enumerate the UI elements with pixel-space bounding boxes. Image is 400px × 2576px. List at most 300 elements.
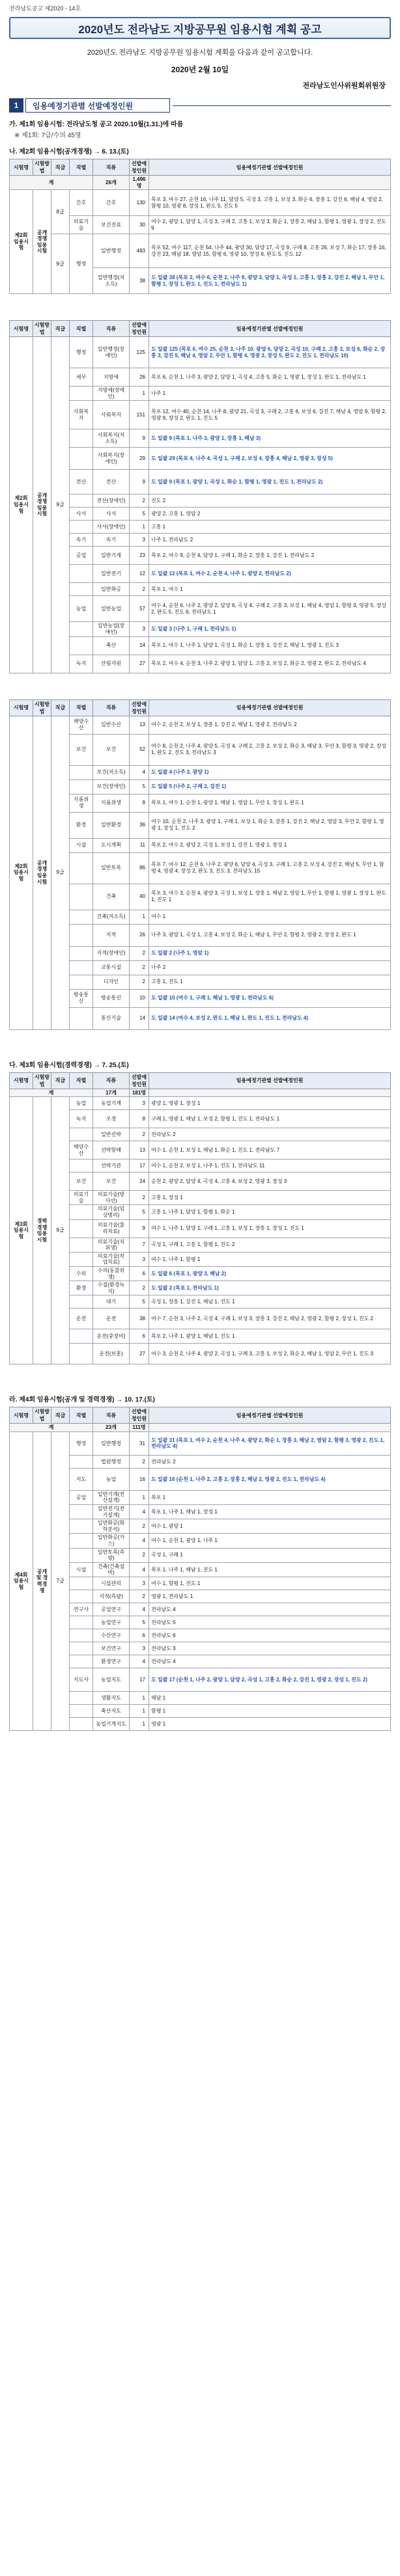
grade-cell: 9급 (51, 337, 70, 673)
count-cell: 151 (130, 401, 149, 429)
type-cell: 도시계획 (93, 838, 130, 852)
type-cell: 산림자원 (93, 655, 130, 673)
series-cell (70, 765, 93, 780)
series-cell (70, 780, 93, 794)
subsection-ga-note: ※ 제1회: 7급/수의 45명 (14, 132, 81, 139)
type-cell: 농업연구 (93, 1616, 130, 1629)
detail-cell: 도 일괄 125 (목포 6, 여수 25, 순천 3, 나주 10, 광양 6, 담양 2, 곡성 10, 구례 2, 고흥 3, 보성 6, 화순 2, 장흥 3, 강진 5, 해남 4, 영암 2, 무안 1, 함평 4, 영광 3, 장성 5, 완도 2, 진도 1, 전라남도 10) (149, 337, 391, 368)
detail-cell: 목포 6, 순천 1, 나주 3, 광양 2, 담양 1, 곡성 4, 고흥 5, 화순 1, 영광 1, 장성 1, 완도 1, 전라남도 1 (149, 368, 391, 386)
col-type: 직류 (93, 699, 130, 716)
series-cell (70, 1642, 93, 1655)
count-cell: 3 (130, 1252, 149, 1266)
total-detail (149, 176, 391, 190)
col-count: 선발예정인원 (130, 1407, 149, 1424)
col-method: 시험방법 (33, 1072, 51, 1089)
series-cell (70, 429, 93, 448)
detail-cell: 도 일괄 38 (목포 2, 여수 6, 순천 2, 나주 9, 광양 3, 담양 1, 곡성 1, 고흥 1, 장흥 2, 강진 2, 해남 1, 무안 1, 함평 1, 장성 1, 완도 1, 진도 1, 전라남도 1) (149, 268, 391, 294)
series-cell: 해양수산 (70, 1141, 93, 1159)
recruit-table-4 (9, 1072, 391, 1365)
type-cell: 선박기관 (93, 1159, 130, 1173)
count-cell: 26 (130, 924, 149, 946)
count-cell: 17 (130, 1159, 149, 1173)
series-cell (70, 975, 93, 989)
count-cell: 3 (130, 622, 149, 636)
detail-cell: 도 일괄 9 (목포 1, 광양 1, 곡성 1, 화순 1, 함평 1, 영광 1, 진도 1, 전라남도 2) (149, 470, 391, 495)
type-cell: 지적(장애인) (93, 946, 130, 960)
count-cell: 36 (130, 812, 149, 838)
detail-cell: 전라남도 5 (149, 1616, 391, 1629)
type-cell: 사회복지(저소득) (93, 429, 130, 448)
type-cell: 지방세(장애인) (93, 386, 130, 401)
type-cell: 일반수산 (93, 716, 130, 734)
count-cell: 2 (130, 1191, 149, 1205)
series-cell (70, 1705, 93, 1718)
count-cell: 27 (130, 655, 149, 673)
grade-cell: 9급 (51, 234, 70, 294)
detail-cell: 전라남도 2 (149, 1455, 391, 1468)
series-cell (70, 1344, 93, 1364)
detail-cell: 곡성 1, 장흥 1, 강진 1, 해남 1, 진도 1 (149, 1295, 391, 1308)
series-cell (70, 1692, 93, 1705)
count-cell: 1 (130, 1490, 149, 1504)
type-cell: 전산(장애인) (93, 495, 130, 508)
count-cell: 14 (130, 1007, 149, 1029)
table-row (10, 234, 391, 268)
detail-cell: 목포 1 (149, 1490, 391, 1504)
spacer (0, 673, 400, 697)
col-count: 선발예정인원 (130, 321, 149, 337)
type-cell: 대기 (93, 1295, 130, 1308)
col-exam: 시험명 (10, 699, 33, 716)
count-cell: 4 (130, 765, 149, 780)
table-row (10, 1097, 391, 1110)
type-cell: 농업기계지도 (93, 1718, 130, 1731)
count-cell: 38 (130, 1308, 149, 1329)
detail-cell: 광양 1, 영광 1, 장성 1 (149, 1097, 391, 1110)
type-cell: 일반행정(장애인) (93, 337, 130, 368)
col-detail: 임용예정기관별 선발예정인원 (149, 321, 391, 337)
type-cell: 의료기술(작업치료) (93, 1252, 130, 1266)
series-cell: 연구사 (70, 1603, 93, 1616)
exam-method: 공개경쟁임용시험 (33, 716, 51, 1029)
series-cell: 보건 (70, 734, 93, 765)
detail-cell: 목포 3, 여수 27, 순천 16, 나주 11, 담양 5, 곡성 3, 고흥 1, 보성 3, 화순 6, 장흥 1, 강진 6, 해남 4, 영암 2, 함평 10, 영광 8, 장성 1, 완도 5, 진도 5 (149, 190, 391, 216)
detail-cell: 도 일괄 16 (순천 1, 나주 2, 고흥 2, 장흥 2, 해남 2, 영광 2, 진도 1, 전라남도 4) (149, 1468, 391, 1490)
col-grade: 직급 (51, 1407, 70, 1424)
col-type: 직류 (93, 159, 130, 176)
col-exam: 시험명 (10, 321, 33, 337)
series-cell: 행정 (70, 234, 93, 294)
detail-cell: 여수 1, 순천 2, 보성 1, 나주 1, 진도 1, 전라남도 11 (149, 1159, 391, 1173)
col-type: 직류 (93, 321, 130, 337)
detail-cell: 도 일괄 14 (여수 4, 보성 2, 완도 1, 해남 1, 완도 1, 진도 1, 전라남도 4) (149, 1007, 391, 1029)
detail-cell: 목포 1, 나주 1, 해남 1, 장성 1 (149, 1505, 391, 1519)
series-cell (70, 1159, 93, 1173)
detail-cell: 여수 2, 순천 2, 보성 1, 장흥 1, 강진 2, 해남 1, 영광 2, 전라남도 2 (149, 716, 391, 734)
detail-cell: 여수 1, 광양 1 (149, 1519, 391, 1534)
exam-method: 경력경쟁임용시험 (33, 1097, 51, 1364)
count-cell: 3 (130, 1642, 149, 1655)
count-cell: 86 (130, 852, 149, 884)
detail-cell: 해남 1 (149, 1692, 391, 1705)
count-cell: 24 (130, 1173, 149, 1191)
series-cell: 보건 (70, 1173, 93, 1191)
subsection-na: 나. 제2회 임용시험(공개경쟁) → 6. 13.(토) (9, 148, 129, 156)
type-cell: 식품위생 (93, 794, 130, 812)
type-cell: 의료기술(방사선) (93, 1191, 130, 1205)
series-cell (70, 1519, 93, 1534)
total-sum: 26개 (93, 176, 130, 190)
detail-cell: 여수 2, 광양 1, 담양 1, 곡성 3, 구례 2, 고흥 1, 보성 3, 화순 1, 장흥 2, 해남 1, 함평 1, 영광 1, 장성 2, 진도 9 (149, 216, 391, 234)
series-cell (70, 448, 93, 470)
detail-cell: 도 일괄 2 (나주 1, 영암 1) (149, 946, 391, 960)
count-cell: 1 (130, 1692, 149, 1705)
detail-cell: 나주 1 (149, 386, 391, 401)
table-row (10, 190, 391, 216)
type-cell: 일반화공(화학분석) (93, 1519, 130, 1534)
series-cell (70, 924, 93, 946)
table-row (10, 1431, 391, 1455)
series-cell: 시설 (70, 1562, 93, 1577)
count-cell: 2 (130, 1519, 149, 1534)
type-cell: 사서(장애인) (93, 521, 130, 534)
series-cell (70, 565, 93, 583)
subsection-ra: 라. 제4회 임용시험(공개 및 경력경쟁) → 10. 17.(토) (9, 1396, 155, 1404)
detail-cell: 함평 1 (149, 1705, 391, 1718)
detail-cell: 도 일괄 4 (나주 3, 광양 1) (149, 765, 391, 780)
series-cell (70, 1128, 93, 1141)
series-cell: 농업 (70, 1097, 93, 1110)
type-cell: 일반농업(장애인) (93, 622, 130, 636)
count-cell: 4 (130, 1534, 149, 1548)
detail-cell: 여수 4, 순천 6, 나주 2, 광양 2, 담양 6, 곡성 4, 구례 2, 고흥 3, 보성 1, 해남 4, 영암 1, 함평 3, 영광 5, 장성 2, 완도 5, 진도 6, 전라남도 1 (149, 596, 391, 622)
type-cell: 의료기술(치위생) (93, 1238, 130, 1252)
grade-cell: 7급 (51, 1431, 70, 1730)
detail-cell: 여수 1, 나주 1, 함평 1 (149, 1252, 391, 1266)
count-cell: 40 (130, 884, 149, 910)
subsection-da: 다. 제3회 임용시험(경력경쟁) → 7. 25.(토) (9, 1061, 129, 1069)
count-cell: 2 (130, 946, 149, 960)
exam-method: 공개경쟁임용시험 (33, 337, 51, 673)
series-cell (70, 1252, 93, 1266)
series-cell (70, 1205, 93, 1219)
count-cell: 2 (130, 495, 149, 508)
series-cell (70, 960, 93, 975)
series-cell: 녹지 (70, 1110, 93, 1128)
type-cell: 의료기술(물리치료) (93, 1219, 130, 1238)
type-cell: 의료기술(임상병리) (93, 1205, 130, 1219)
count-cell: 9 (130, 1219, 149, 1238)
notice-number: 전라남도공고 제2020 - 14호 (9, 5, 81, 12)
series-cell (70, 1238, 93, 1252)
col-type: 직류 (93, 1407, 130, 1424)
col-grade: 직급 (51, 1072, 70, 1089)
detail-cell: 곡성 1, 구례 1 (149, 1548, 391, 1562)
type-cell: 운전 (93, 1308, 130, 1329)
type-cell: 간호 (93, 190, 130, 216)
series-cell (70, 1718, 93, 1731)
detail-cell: 도 일괄 10 (여수 1, 구례 1, 해남 1, 영광 1, 전라남도 6) (149, 989, 391, 1007)
type-cell: 보건 (93, 734, 130, 765)
type-cell: 일반토목 (93, 852, 130, 884)
type-cell: 지적(측량) (93, 1590, 130, 1603)
detail-cell: 목포 3, 여수 3, 순천 4, 광양 3, 곡성 1, 보성 1, 장흥 1, 해남 2, 영암 1, 무안 1, 함평 1, 영광 1, 장성 1, 완도 1, 진도 1 (149, 884, 391, 910)
col-method: 시험방법 (33, 1407, 51, 1424)
exam-name: 제2회 임용시험 (10, 716, 33, 1029)
detail-cell: 도 일괄 2 (목포 1, 전라남도 1) (149, 1281, 391, 1295)
series-cell (70, 583, 93, 596)
type-cell: 보건 (93, 1173, 130, 1191)
detail-cell: 여수 10, 순천 2, 나주 3, 광양 1, 구례 1, 보성 1, 화순 3, 장흥 1, 강진 2, 해남 2, 영암 3, 무안 2, 함평 1, 영광 1, 장성 1, 진도 2 (149, 812, 391, 838)
series-cell (70, 1534, 93, 1548)
type-cell: 일반전기 (93, 565, 130, 583)
col-count: 선발예정인원 (130, 1072, 149, 1089)
type-cell: 일반행정 (93, 1431, 130, 1455)
col-series: 직렬 (70, 321, 93, 337)
type-cell: 보건(저소득) (93, 765, 130, 780)
detail-cell: 목포 2, 여수 9, 순천 4, 담양 1, 구례 1, 화순 2, 장흥 1, 강진 1, 전라남도 2 (149, 547, 391, 565)
recruit-table-5 (9, 1407, 391, 1731)
series-cell (70, 1329, 93, 1344)
count-cell: 30 (130, 216, 149, 234)
count-cell: 38 (130, 268, 149, 294)
count-cell: 2 (130, 1548, 149, 1562)
type-cell: 사서 (93, 508, 130, 521)
detail-cell: 목포 2, 여수 2, 광양 2, 곡성 1, 보성 1, 강진 1, 영광 1, 장성 1 (149, 838, 391, 852)
type-cell: 축산 (93, 636, 130, 655)
recruit-table-2 (9, 320, 391, 673)
col-series: 직렬 (70, 1407, 93, 1424)
type-cell: 일반선박 (93, 1128, 130, 1141)
total-label: 계 (10, 176, 93, 190)
type-cell: 운전(중장비) (93, 1329, 130, 1344)
count-cell: 29 (130, 448, 149, 470)
type-cell: 전산 (93, 470, 130, 495)
exam-method: 공개 및 경력경쟁 (33, 1431, 51, 1730)
count-cell: 4 (130, 1505, 149, 1519)
count-cell: 52 (130, 734, 149, 765)
section-title: 임용예정기관별 선발예정인원 (25, 98, 170, 113)
count-cell: 1 (130, 521, 149, 534)
intro-text: 2020년도 전라남도 지방공무원 임용시험 계획을 다음과 같이 공고합니다. (87, 49, 313, 57)
type-cell: 일반화공 (93, 583, 130, 596)
count-cell: 2 (130, 960, 149, 975)
type-cell: 공업연구 (93, 1603, 130, 1616)
col-method: 시험방법 (33, 159, 51, 176)
total-label: 계 (10, 1424, 93, 1432)
series-cell (70, 1616, 93, 1629)
table-2-body (10, 337, 391, 673)
count-cell: 2 (130, 1590, 149, 1603)
count-cell: 4 (130, 1603, 149, 1616)
count-cell: 12 (130, 565, 149, 583)
series-cell: 식품위생 (70, 794, 93, 812)
series-cell: 시설 (70, 838, 93, 852)
type-cell: 일반행정(저소득) (93, 268, 130, 294)
type-cell: 법원행정 (93, 1455, 130, 1468)
count-cell: 6 (130, 1629, 149, 1642)
series-cell (70, 1655, 93, 1668)
type-cell: 일반기계(전산설계) (93, 1490, 130, 1504)
table-row (10, 337, 391, 368)
series-cell: 속기 (70, 534, 93, 547)
type-cell: 사회복지(장애인) (93, 448, 130, 470)
count-cell: 5 (130, 1616, 149, 1629)
series-cell: 행정 (70, 1431, 93, 1455)
series-cell: 의료기술 (70, 1191, 93, 1205)
recruit-table-1 (9, 159, 391, 294)
exam-name: 제2회 임용시험 (10, 190, 33, 294)
series-cell (70, 636, 93, 655)
detail-cell: 광양 2, 고흥 1, 영암 2 (149, 508, 391, 521)
series-cell: 환경 (70, 1281, 93, 1295)
count-cell: 5 (130, 780, 149, 794)
count-cell: 1 (130, 1718, 149, 1731)
type-cell: 방송통신 (93, 989, 130, 1007)
series-cell: 방송통신 (70, 989, 93, 1007)
detail-cell: 목포 7, 여수 12, 순천 6, 나주 2, 광양 6, 담양 4, 곡성 3, 구례 1, 고흥 2, 보성 4, 강진 2, 해남 5, 무안 1, 함평 4, 영광 4, 장성 2, 완도 3, 진도 3, 전라남도 15 (149, 852, 391, 884)
series-cell: 공업 (70, 1490, 93, 1504)
type-cell: 건축(저소득) (93, 910, 130, 924)
exam-name: 제3회 임용시험 (10, 1097, 33, 1364)
type-cell: 농업지도 (93, 1668, 130, 1692)
grade-cell: 9급 (51, 1097, 70, 1364)
series-cell: 공업 (70, 547, 93, 565)
table-5-body (10, 1424, 391, 1731)
type-cell: 건축 (93, 884, 130, 910)
series-cell (70, 1577, 93, 1590)
count-cell: 6 (130, 1266, 149, 1281)
total-count: 181명 (130, 1089, 149, 1097)
series-cell (70, 884, 93, 910)
type-cell: 지적 (93, 924, 130, 946)
detail-cell: 고흥 1, 나주 1, 담양 1, 함평 1, 화순 1 (149, 1205, 391, 1219)
type-cell: 사회복지 (93, 401, 130, 429)
count-cell: 3 (130, 534, 149, 547)
detail-cell: 도 일괄 9 (목포 1, 나주 3, 광양 1, 장흥 1, 해남 3) (149, 429, 391, 448)
detail-cell: 목포 1, 여수 1 (149, 583, 391, 596)
detail-cell: 전라남도 4 (149, 1603, 391, 1616)
count-cell: 57 (130, 596, 149, 622)
series-cell (70, 1505, 93, 1519)
type-cell: 통신기술 (93, 1007, 130, 1029)
detail-cell: 여수 1, 순천 1, 보성 1, 해남 1, 화순 1, 진도 1, 전라남도 7 (149, 1141, 391, 1159)
type-cell: 선박항해 (93, 1141, 130, 1159)
col-detail: 임용예정기관별 선발예정인원 (149, 1072, 391, 1089)
total-count: 1,496명 (130, 176, 149, 190)
series-cell (70, 1007, 93, 1029)
count-cell: 8 (130, 1110, 149, 1128)
series-cell (70, 910, 93, 924)
series-cell: 행정 (70, 337, 93, 368)
detail-cell: 나주 3, 광양 1, 곡성 1, 고흥 4, 보성 2, 화순 1, 해남 1, 무안 2, 함평 2, 영광 2, 장성 2, 완도 1 (149, 924, 391, 946)
total-count: 111명 (130, 1424, 149, 1432)
type-cell: 교통시설 (93, 960, 130, 975)
total-sum: 23개 (93, 1424, 130, 1432)
count-cell: 1 (130, 910, 149, 924)
series-cell (70, 1629, 93, 1642)
count-cell: 2 (130, 1281, 149, 1295)
recruit-table-3 (9, 699, 391, 1030)
count-cell: 31 (130, 1431, 149, 1455)
count-cell: 9 (130, 470, 149, 495)
count-cell: 6 (130, 1329, 149, 1344)
detail-cell: 목포 1, 여수 1, 나주 1, 담양 1, 곡성 1, 화순 1, 장흥 1, 강진 2, 해남 1, 영광 1, 진도 3 (149, 636, 391, 655)
count-cell: 4 (130, 1562, 149, 1577)
detail-cell: 순천 2, 광양 2, 담양 4, 곡성 4, 고흥 4, 보성 2, 영광 3, 장성 3 (149, 1173, 391, 1191)
series-cell (70, 1219, 93, 1238)
count-cell: 130 (130, 190, 149, 216)
count-cell: 2 (130, 1455, 149, 1468)
count-cell: 1 (130, 1705, 149, 1718)
type-cell: 일반환경 (93, 812, 130, 838)
series-cell (70, 521, 93, 534)
detail-cell: 목포 2, 여수 4, 순천 3, 나주 2, 광양 1, 담양 1, 고흥 2, 보성 2, 화순 2, 영광 2, 완도 2, 전라남도 4 (149, 655, 391, 673)
table-row-total (10, 176, 391, 190)
count-cell: 23 (130, 547, 149, 565)
count-cell: 483 (130, 234, 149, 268)
table-row-total (10, 1089, 391, 1097)
count-cell: 14 (130, 636, 149, 655)
type-cell: 속기 (93, 534, 130, 547)
detail-cell: 목포 1, 나주 1, 해남 1, 진도 1 (149, 1562, 391, 1577)
detail-cell: 전라남도 3 (149, 1642, 391, 1655)
col-count: 선발예정인원 (130, 159, 149, 176)
announce-date: 2020년 2월 10일 (171, 65, 229, 74)
count-cell: 10 (130, 989, 149, 1007)
detail-cell: 여수 8, 순천 2, 나주 4, 광양 5, 곡성 4, 구례 2, 고흥 2, 보성 2, 화순 3, 해남 3, 무안 3, 함평 3, 영광 2, 장성 1, 완도 2, 진도 3, 전라남도 3 (149, 734, 391, 765)
col-exam: 시험명 (10, 1407, 33, 1424)
detail-cell: 여수 1 (149, 910, 391, 924)
section-number: 1 (9, 98, 23, 113)
series-cell: 환경 (70, 812, 93, 838)
series-cell: 전산 (70, 470, 93, 495)
series-cell: 세무 (70, 368, 93, 386)
detail-cell: 고흥 1, 진도 1 (149, 975, 391, 989)
col-method: 시험방법 (33, 321, 51, 337)
count-cell: 13 (130, 1141, 149, 1159)
table-4-body (10, 1089, 391, 1364)
type-cell: 수산연구 (93, 1629, 130, 1642)
col-series: 직렬 (70, 1072, 93, 1089)
col-exam: 시험명 (10, 1072, 33, 1089)
count-cell: 3 (130, 1577, 149, 1590)
total-detail (149, 1424, 391, 1432)
type-cell: 보건(장애인) (93, 780, 130, 794)
type-cell: 보건연구 (93, 1642, 130, 1655)
count-cell: 1 (130, 386, 149, 401)
series-cell (70, 1295, 93, 1308)
type-cell: 운전(보훈) (93, 1344, 130, 1364)
detail-cell: 여수 1, 순천 1, 광양 1, 나주 1 (149, 1534, 391, 1548)
type-cell: 생활지도 (93, 1692, 130, 1705)
count-cell: 5 (130, 1205, 149, 1219)
col-grade: 직급 (51, 699, 70, 716)
type-cell: 일반행정 (93, 234, 130, 268)
count-cell: 5 (130, 1295, 149, 1308)
type-cell: 환경연구 (93, 1655, 130, 1668)
detail-cell: 전라남도 4 (149, 1655, 391, 1668)
col-type: 직류 (93, 1072, 130, 1089)
detail-cell: 도 일괄 12 (목포 1, 여수 2, 순천 4, 나주 1, 광양 2, 전라남도 2) (149, 565, 391, 583)
series-cell: 간호 (70, 190, 93, 216)
series-cell (70, 1548, 93, 1562)
series-cell (70, 1590, 93, 1603)
detail-cell: 목포 1, 여수 1, 순천 1, 광양 1, 해남 1, 영암 1, 무안 1, 장성 1, 완도 1 (149, 794, 391, 812)
col-detail: 임용예정기관별 선발예정인원 (149, 159, 391, 176)
type-cell: 일반농업 (93, 596, 130, 622)
table-row (10, 716, 391, 734)
